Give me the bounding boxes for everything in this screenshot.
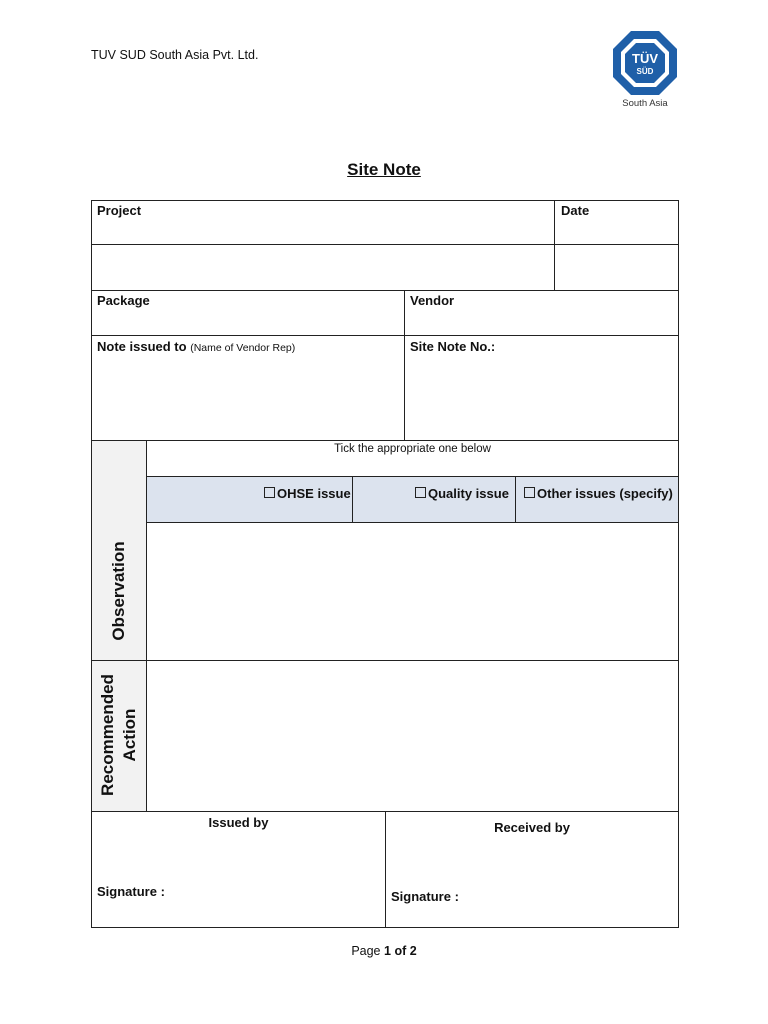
page-of: of <box>394 944 407 958</box>
ohse-label: OHSE issue <box>277 486 351 501</box>
issued-signature-label: Signature : <box>97 884 165 899</box>
note-issued-label <box>97 339 295 354</box>
checkbox-icon[interactable] <box>264 487 275 498</box>
page-prefix: Page <box>351 944 381 958</box>
other-issues-checkbox[interactable] <box>524 486 673 501</box>
quality-checkbox[interactable] <box>415 486 509 501</box>
received-signature-label: Signature : <box>391 889 459 904</box>
svg-text:SÜD: SÜD <box>636 67 654 76</box>
page-total: 2 <box>409 944 417 958</box>
tuv-octagon-icon <box>612 30 678 96</box>
recommended-action-label <box>97 670 141 800</box>
page-indicator <box>0 944 768 958</box>
svg-text:TÜV: TÜV <box>632 51 658 66</box>
issued-by-signature-field[interactable] <box>92 835 385 927</box>
checkbox-icon[interactable] <box>415 487 426 498</box>
logo-caption: South Asia <box>622 98 668 109</box>
company-name: TUV SUD South Asia Pvt. Ltd. <box>91 48 259 62</box>
tuv-logo <box>612 30 680 114</box>
received-by-signature-field[interactable] <box>386 840 678 927</box>
recommended-text: Recommended <box>98 674 117 796</box>
form-title: Site Note <box>347 160 421 179</box>
site-note-no-field[interactable] <box>405 358 678 440</box>
received-by-label: Received by <box>494 820 570 835</box>
project-field[interactable] <box>92 245 554 290</box>
page-current: 1 <box>384 944 391 958</box>
project-label: Project <box>97 203 142 218</box>
site-note-no-label: Site Note No.: <box>410 339 496 354</box>
date-label: Date <box>561 203 590 218</box>
action-text: Action <box>120 708 139 762</box>
note-issued-hint: (Name of Vendor Rep) <box>190 342 296 354</box>
issued-by-label: Issued by <box>208 815 269 830</box>
date-field[interactable] <box>555 245 678 290</box>
quality-label: Quality issue <box>428 486 509 501</box>
ohse-checkbox[interactable] <box>264 486 351 501</box>
package-label: Package <box>97 293 150 308</box>
tick-instruction: Tick the appropriate one below <box>334 443 491 455</box>
other-issues-label: Other issues (specify) <box>537 486 673 501</box>
note-issued-field[interactable] <box>92 358 404 440</box>
checkbox-icon[interactable] <box>524 487 535 498</box>
observation-field[interactable] <box>147 523 678 660</box>
vendor-label: Vendor <box>410 293 455 308</box>
observation-label: Observation <box>109 541 128 641</box>
note-issued-text: Note issued to <box>97 339 187 354</box>
recommended-action-field[interactable] <box>147 661 678 811</box>
